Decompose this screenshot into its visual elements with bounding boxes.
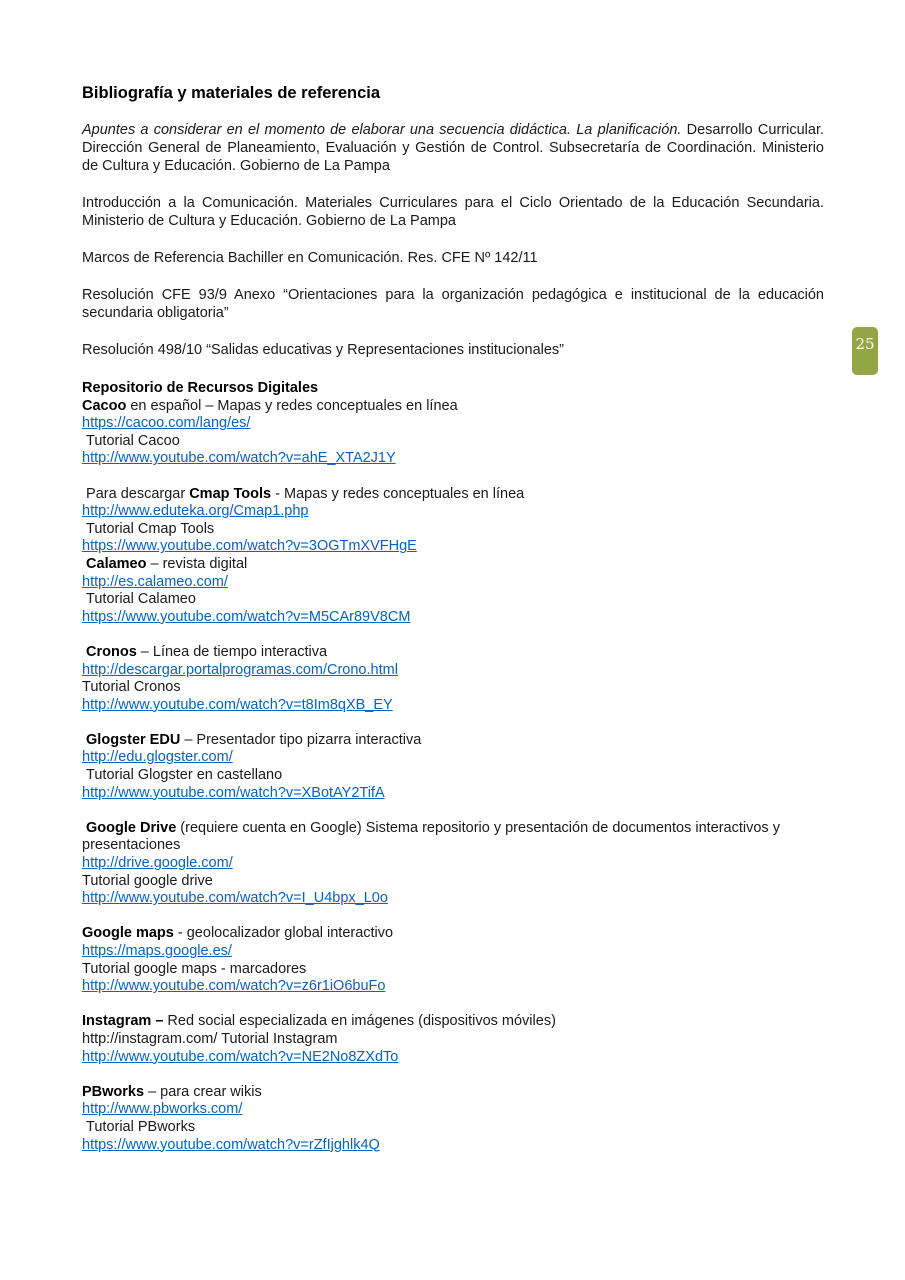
resource-link-line [82, 749, 824, 767]
resource-text-line: Cacoo en español – Mapas y redes conceptuales en línea [82, 397, 458, 414]
resource-link-line [82, 1101, 824, 1119]
blank-line [82, 908, 824, 926]
resource-link-line [82, 1049, 824, 1067]
resource-link-line [82, 415, 824, 433]
resource-link[interactable]: http://www.youtube.com/watch?v=NE2No8ZXdTo [82, 1048, 399, 1065]
paragraph-planificacion-rest: Desarrollo Curricular. Dirección General de Planeamiento, Evaluación y Gestión de Control. Subsecretaría de Coordinación. Ministerio de Cultura y Educación. Gobierno de La Pampa [82, 122, 824, 174]
resource-text-line: http://instagram.com/ Tutorial Instagram [82, 1030, 338, 1047]
paragraph-resolucion-498: Resolución 498/10 “Salidas educativas y Representaciones institucionales” [82, 342, 564, 358]
resource-text-line: Tutorial google drive [82, 872, 213, 889]
resource-text-line: Cronos – Línea de tiempo interactiva [86, 643, 328, 660]
paragraph-introduccion: Introducción a la Comunicación. Materiales Curriculares para el Ciclo Orientado de la Educación Secundaria. Ministerio de Cultura y Educación. Gobierno de La Pampa [82, 195, 824, 229]
blank-line [82, 714, 824, 732]
resource-text-line [82, 380, 824, 398]
resource-link-line [82, 1137, 824, 1155]
resource-name: Glogster EDU [86, 731, 181, 748]
resource-text-line: Google Drive (requiere cuenta en Google) Sistema repositorio y presentación de documentos interactivos y presentaciones [82, 819, 784, 854]
page-number-badge: 25 [852, 327, 878, 375]
resource-name: Instagram – [82, 1013, 164, 1030]
blank-line [82, 996, 824, 1014]
resource-text-line: Instagram – Red social especializada en imágenes (dispositivos móviles) [82, 1013, 556, 1030]
resource-text-line: Tutorial Cronos [82, 679, 181, 696]
page-title: Bibliografía y materiales de referencia [82, 84, 381, 102]
resource-link[interactable]: http://www.pbworks.com/ [82, 1101, 243, 1118]
resource-text-line: Tutorial Cmap Tools [82, 520, 215, 537]
resource-link[interactable]: http://www.youtube.com/watch?v=t8Im8qXB_EY [82, 696, 393, 713]
resource-link-line [82, 609, 824, 627]
resource-link-line [82, 450, 824, 468]
resource-link-line [82, 978, 824, 996]
resource-link-line [82, 503, 824, 521]
blank-line [82, 468, 824, 486]
resource-name: Repositorio de Recursos Digitales [82, 380, 319, 396]
resource-name: Cronos [86, 643, 137, 660]
resource-link[interactable]: http://es.calameo.com/ [82, 573, 228, 590]
resource-list [82, 380, 824, 1154]
resource-link[interactable]: http://edu.glogster.com/ [82, 749, 233, 766]
resource-name: Google Drive [86, 819, 177, 836]
resource-link[interactable]: http://www.youtube.com/watch?v=z6r1iO6buFo [82, 978, 386, 995]
resource-text-line: Calameo – revista digital [86, 555, 248, 572]
resource-link-line [82, 574, 824, 592]
resource-link-line [82, 538, 824, 556]
paragraph-planificacion-italic: Apuntes a considerar en el momento de elaborar una secuencia didáctica. La planificación. [82, 122, 682, 138]
paragraph-resolucion-cfe: Resolución CFE 93/9 Anexo “Orientaciones para la organización pedagógica e institucional de la educación secundaria obligatoria” [82, 287, 824, 321]
resource-name: Cmap Tools [189, 485, 272, 502]
paragraph-planificacion [82, 121, 824, 175]
blank-line [82, 802, 824, 820]
resource-link[interactable]: http://descargar.portalprogramas.com/Crono.html [82, 661, 398, 678]
resource-link[interactable]: http://drive.google.com/ [82, 855, 233, 872]
resource-link[interactable]: https://maps.google.es/ [82, 943, 232, 959]
resource-link-line [82, 697, 824, 715]
resource-link[interactable]: http://www.eduteka.org/Cmap1.php [82, 503, 309, 520]
resource-text-line: Para descargar Cmap Tools - Mapas y redes conceptuales en línea [82, 485, 525, 502]
resource-link[interactable]: https://www.youtube.com/watch?v=rZfIjghlk4Q [82, 1136, 380, 1153]
resource-link[interactable]: https://www.youtube.com/watch?v=3OGTmXVFHgE [82, 538, 417, 555]
resource-name: Cacoo [82, 397, 127, 414]
blank-line [82, 626, 824, 644]
resource-text-line: PBworks – para crear wikis [82, 1083, 262, 1100]
resource-text-line: Glogster EDU – Presentador tipo pizarra interactiva [86, 731, 422, 748]
resource-link[interactable]: http://www.youtube.com/watch?v=ahE_XTA2J1Y [82, 450, 396, 467]
resource-link-line [82, 890, 824, 908]
resource-text-line: Tutorial PBworks [82, 1118, 196, 1135]
resource-name: Calameo [86, 555, 147, 572]
resource-name: PBworks [82, 1083, 145, 1100]
resource-link[interactable]: http://www.youtube.com/watch?v=I_U4bpx_L0o [82, 890, 388, 907]
resource-text-line: Tutorial google maps - marcadores [82, 960, 307, 977]
resource-link[interactable]: https://www.youtube.com/watch?v=M5CAr89V8CM [82, 608, 411, 625]
resource-name: Google maps [82, 925, 174, 942]
resource-link-line [82, 662, 824, 680]
resource-link[interactable]: http://www.youtube.com/watch?v=XBotAY2TifA [82, 784, 385, 801]
resource-link-line [82, 785, 824, 803]
resource-text-line: Google maps - geolocalizador global interactivo [82, 925, 394, 942]
paragraph-marcos-referencia: Marcos de Referencia Bachiller en Comunicación. Res. CFE Nº 142/11 [82, 250, 538, 266]
blank-line [82, 1066, 824, 1084]
resource-text-line: Tutorial Glogster en castellano [82, 767, 283, 784]
resource-link-line [82, 943, 824, 961]
resource-link[interactable]: https://cacoo.com/lang/es/ [82, 415, 251, 432]
resource-link-line [82, 855, 824, 873]
page-content [82, 84, 824, 1154]
resource-text-line: Tutorial Cacoo [82, 432, 180, 449]
resource-text-line: Tutorial Calameo [82, 591, 196, 608]
